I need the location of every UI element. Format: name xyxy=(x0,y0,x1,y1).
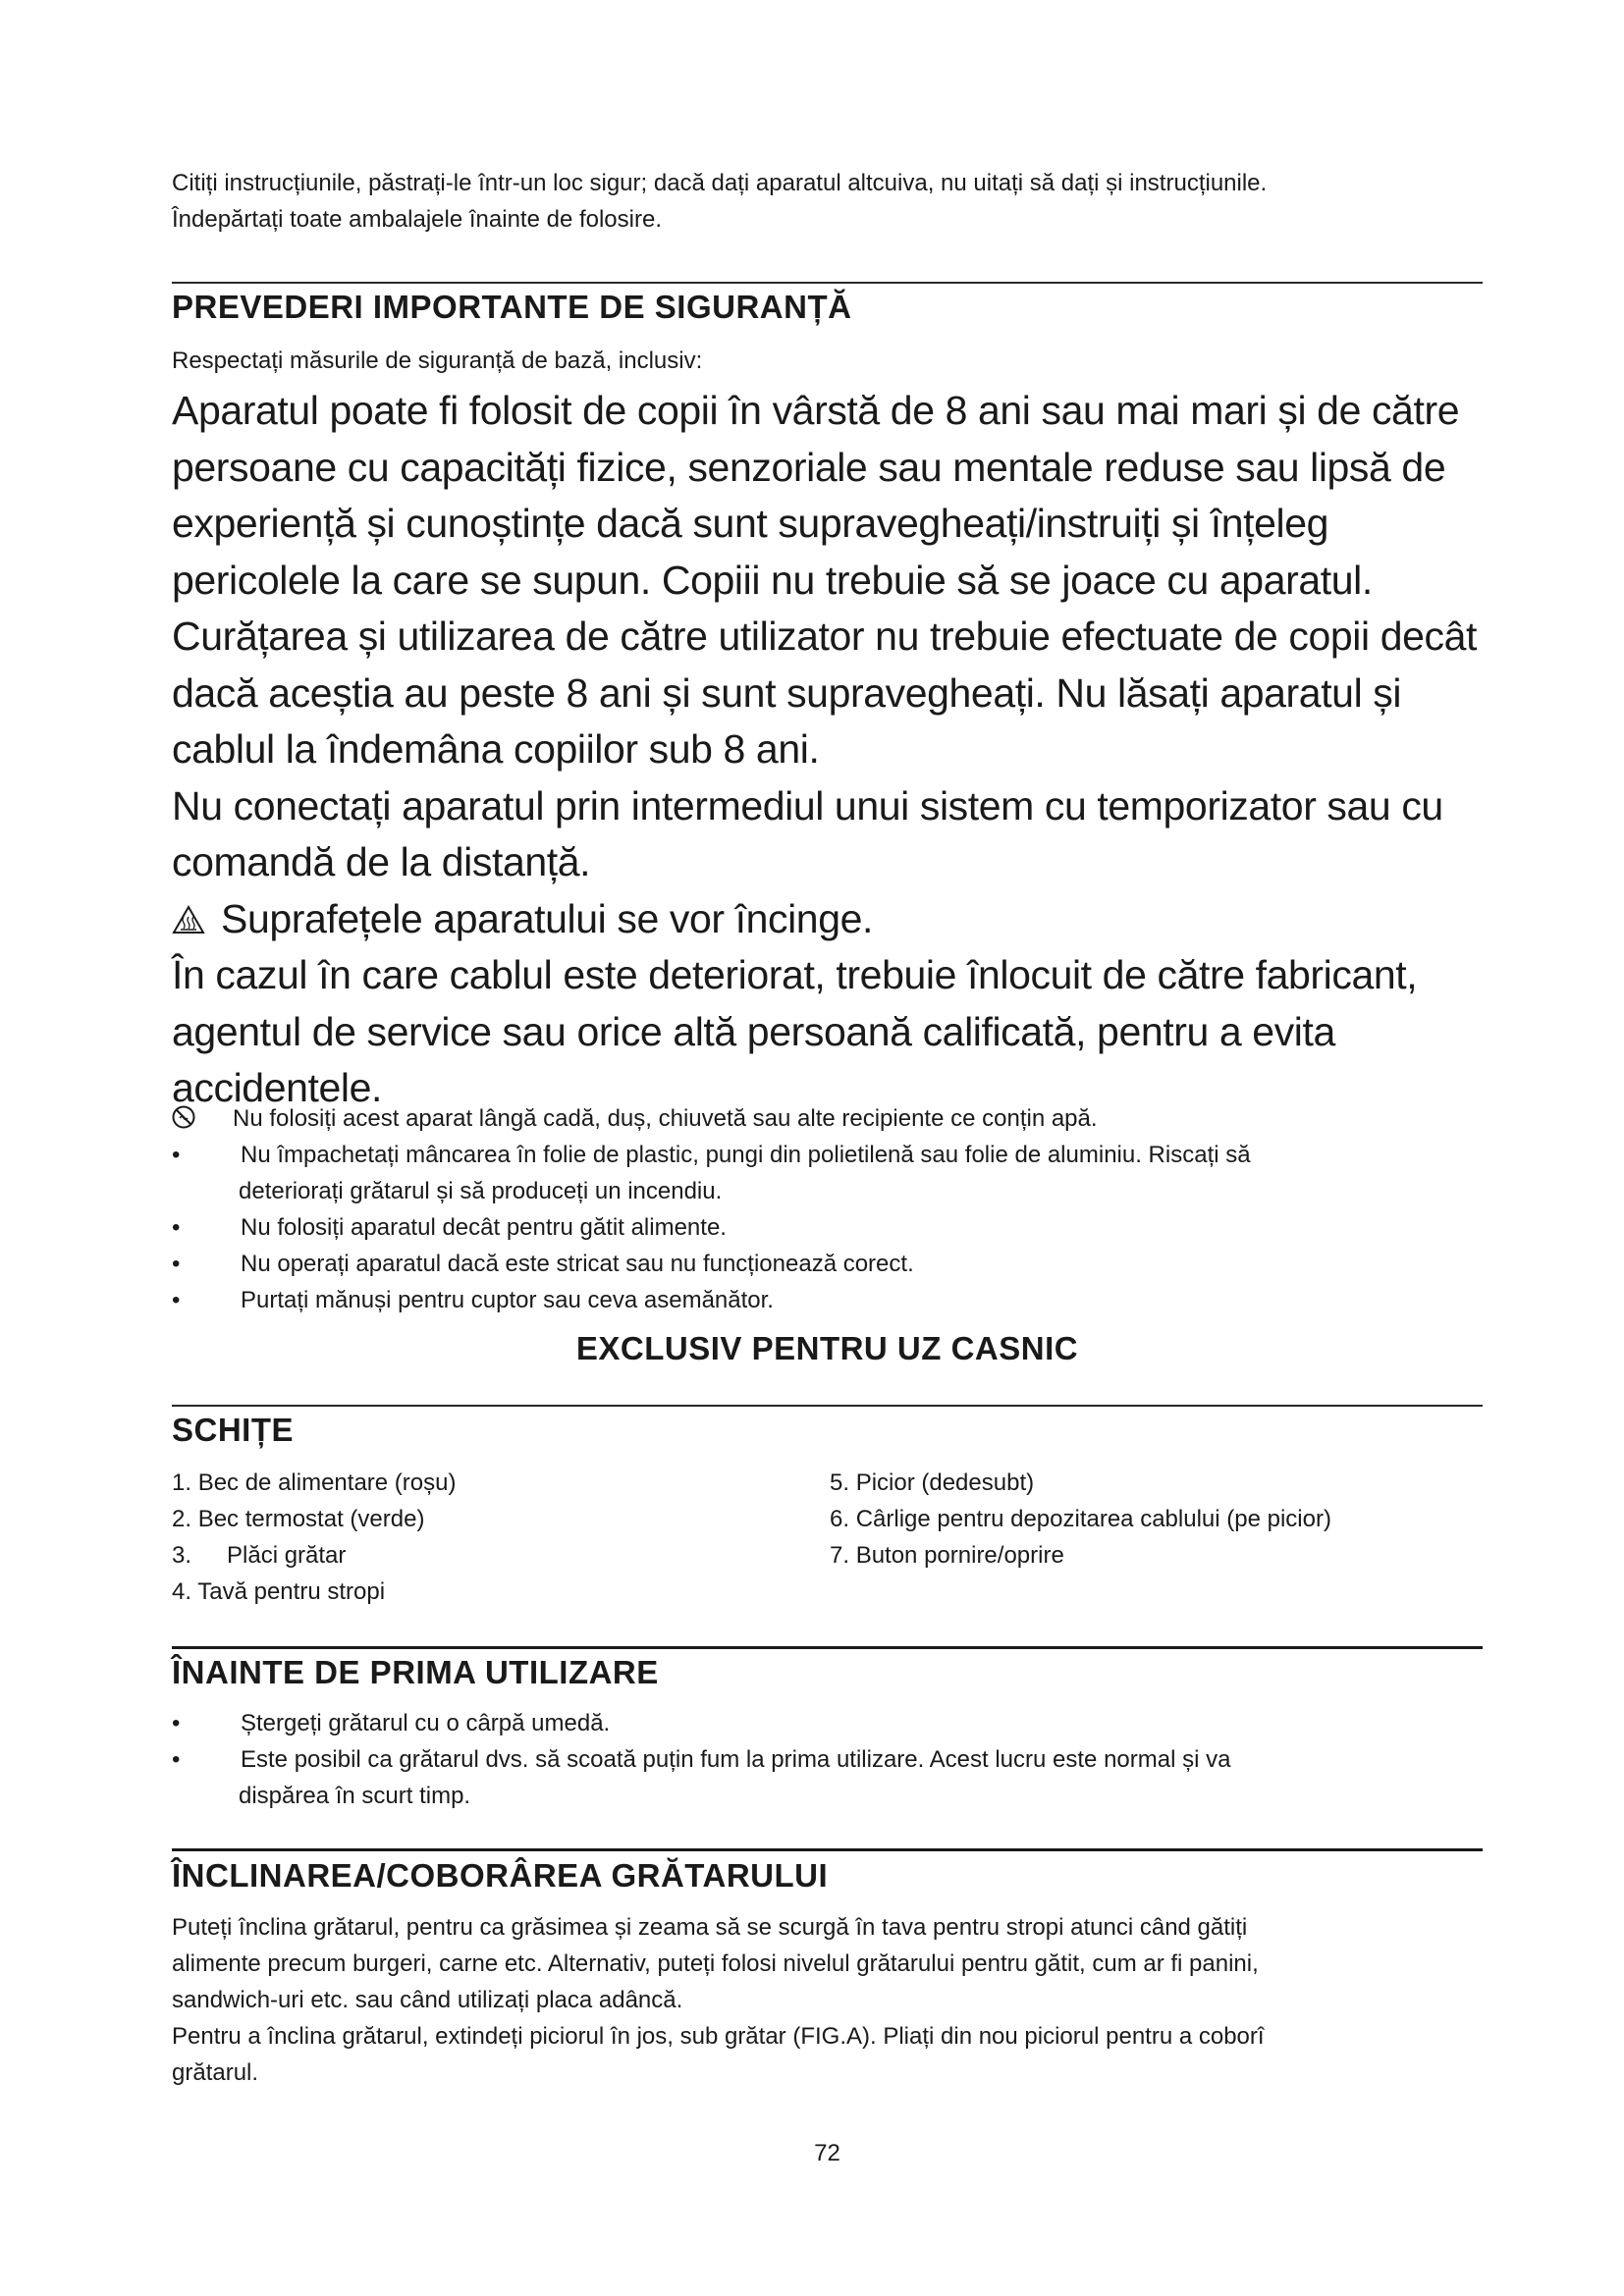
bullet-marker: • xyxy=(172,1710,181,1736)
section-divider xyxy=(172,282,1483,284)
safety-line: dacă aceștia au peste 8 ani și sunt supravegheați. Nu lăsați aparatul și xyxy=(172,669,1402,716)
safety-line: comandă de la distanță. xyxy=(172,839,591,884)
part-number: 5. xyxy=(830,1469,850,1496)
tilting-line: sandwich-uri etc. sau când utilizați placa adâncă. xyxy=(172,1987,683,2013)
safety-line: Aparatul poate fi folosit de copii în vârstă de 8 ani sau mai mari și de către xyxy=(172,388,1460,433)
list-item-text: Ștergeți grătarul cu o cârpă umedă. xyxy=(241,1710,611,1736)
cable-line: agentul de service sau orice altă persoană calificată, pentru a evita xyxy=(172,1008,1335,1054)
part-label: Plăci grătar xyxy=(227,1542,347,1569)
list-item-text: deteriorați grătarul și să produceți un incendiu. xyxy=(239,1178,723,1204)
part-item xyxy=(830,1537,1331,1574)
safety-subtitle: Respectați măsurile de siguranță de bază, inclusiv: xyxy=(172,347,703,374)
section-divider xyxy=(172,1848,1483,1851)
tilting-text xyxy=(172,1909,1265,2091)
household-use-heading: EXCLUSIV PENTRU UZ CASNIC xyxy=(575,1330,1079,1366)
part-item xyxy=(172,1501,456,1537)
manual-page xyxy=(172,0,1483,2296)
bullet-marker: • xyxy=(172,1746,181,1773)
tilting-heading: ÎNCLINAREA/COBORÂREA GRĂTARULUI xyxy=(172,1857,829,1894)
safety-line: cablul la îndemâna copiilor sub 8 ani. xyxy=(172,726,820,772)
tilting-line: Pentru a înclina grătarul, extindeți piciorul în jos, sub grătar (FIG.A). Pliați din nou piciorul pentru a coborî xyxy=(172,2023,1265,2050)
list-item-text: Purtați mănuși pentru cuptor sau ceva asemănător. xyxy=(241,1287,774,1313)
tilting-line: grătarul. xyxy=(172,2059,259,2086)
bullet-marker: • xyxy=(172,1142,181,1168)
part-item xyxy=(830,1501,1331,1537)
page-number: 72 xyxy=(814,2140,840,2166)
bullet-marker: • xyxy=(172,1287,181,1313)
safety-line: Nu conectați aparatul prin intermediul unui sistem cu temporizator sau cu xyxy=(172,782,1443,828)
part-label: Bec termostat (verde) xyxy=(197,1506,425,1532)
intro-line-1: Citiți instrucțiunile, păstrați-le într-un loc sigur; dacă dați aparatul altcuiva, nu uitați să dați și instrucțiunile. xyxy=(172,170,1268,196)
safety-line: Curățarea și utilizarea de către utilizator nu trebuie efectuate de copii decât xyxy=(172,614,1478,659)
no-water-icon xyxy=(172,1105,195,1129)
part-label: Tavă pentru stropi xyxy=(197,1578,386,1605)
part-label: Cârlige pentru depozitarea cablului (pe picior) xyxy=(855,1506,1331,1532)
cable-line: În cazul în care cablul este deteriorat, trebuie înlocuit de către fabricant, xyxy=(172,952,1418,997)
part-item xyxy=(172,1574,456,1610)
safety-line: pericolele la care se supun. Copiii nu trebuie să se joace cu aparatul. xyxy=(172,557,1373,603)
safety-main-text xyxy=(172,383,1477,1117)
safety-line: experiență și cunoștințe dacă sunt supravegheați/instruiți și înțeleg xyxy=(172,501,1329,546)
part-number: 7. xyxy=(830,1542,850,1569)
part-item xyxy=(172,1465,456,1501)
part-number: 2. xyxy=(172,1506,192,1532)
intro-line-2: Îndepărtați toate ambalajele înainte de folosire. xyxy=(172,206,662,233)
section-divider xyxy=(172,1646,1483,1649)
sketches-heading: SCHIȚE xyxy=(172,1412,295,1448)
intro-text xyxy=(172,165,1267,238)
hot-surface-icon xyxy=(172,905,205,934)
part-label: Buton pornire/oprire xyxy=(855,1542,1064,1569)
list-item-text: dispărea în scurt timp. xyxy=(239,1783,471,1809)
safety-line: persoane cu capacități fizice, senzoriale sau mentale reduse sau lipsă de xyxy=(172,444,1446,490)
tilting-line: Puteți înclina grătarul, pentru ca grăsimea și zeama să se scurgă în tava pentru stropi atunci când gătiți xyxy=(172,1914,1248,1941)
part-item xyxy=(830,1465,1331,1501)
bullet-marker: • xyxy=(172,1251,181,1277)
list-item-text: Nu operați aparatul dacă este stricat sau nu funcționează corect. xyxy=(241,1251,914,1277)
parts-list-right xyxy=(830,1465,1331,1574)
section-divider xyxy=(172,1405,1483,1407)
cable-line: accidentele. xyxy=(172,1065,383,1110)
part-number: 6. xyxy=(830,1506,850,1532)
bullet-marker: • xyxy=(172,1214,181,1241)
part-number: 3. xyxy=(172,1542,192,1569)
hot-surface-text: Suprafețele aparatului se vor încinge. xyxy=(221,895,874,941)
hot-surface-warning xyxy=(172,891,1477,948)
part-number: 4. xyxy=(172,1578,192,1605)
parts-list-left xyxy=(172,1465,456,1610)
water-warning-text: Nu folosiți acest aparat lângă cadă, duș, chiuvetă sau alte recipiente ce conțin apă. xyxy=(233,1105,1098,1132)
part-item xyxy=(172,1537,456,1574)
list-item-text: Nu folosiți aparatul decât pentru gătit alimente. xyxy=(241,1214,727,1241)
first-use-heading: ÎNAINTE DE PRIMA UTILIZARE xyxy=(172,1654,659,1690)
part-label: Bec de alimentare (roșu) xyxy=(197,1469,457,1496)
list-item-text: Nu împachetați mâncarea în folie de plastic, pungi din polietilenă sau folie de aluminiu. Riscați să xyxy=(241,1142,1251,1168)
safety-heading: PREVEDERI IMPORTANTE DE SIGURANȚĂ xyxy=(172,289,852,325)
list-item-text: Este posibil ca grătarul dvs. să scoată puțin fum la prima utilizare. Acest lucru este normal și va xyxy=(241,1746,1231,1773)
tilting-line: alimente precum burgeri, carne etc. Alternativ, puteți folosi nivelul grătarului pentru gătit, cum ar fi panini, xyxy=(172,1950,1259,1977)
part-number: 1. xyxy=(172,1469,192,1496)
part-label: Picior (dedesubt) xyxy=(855,1469,1035,1496)
